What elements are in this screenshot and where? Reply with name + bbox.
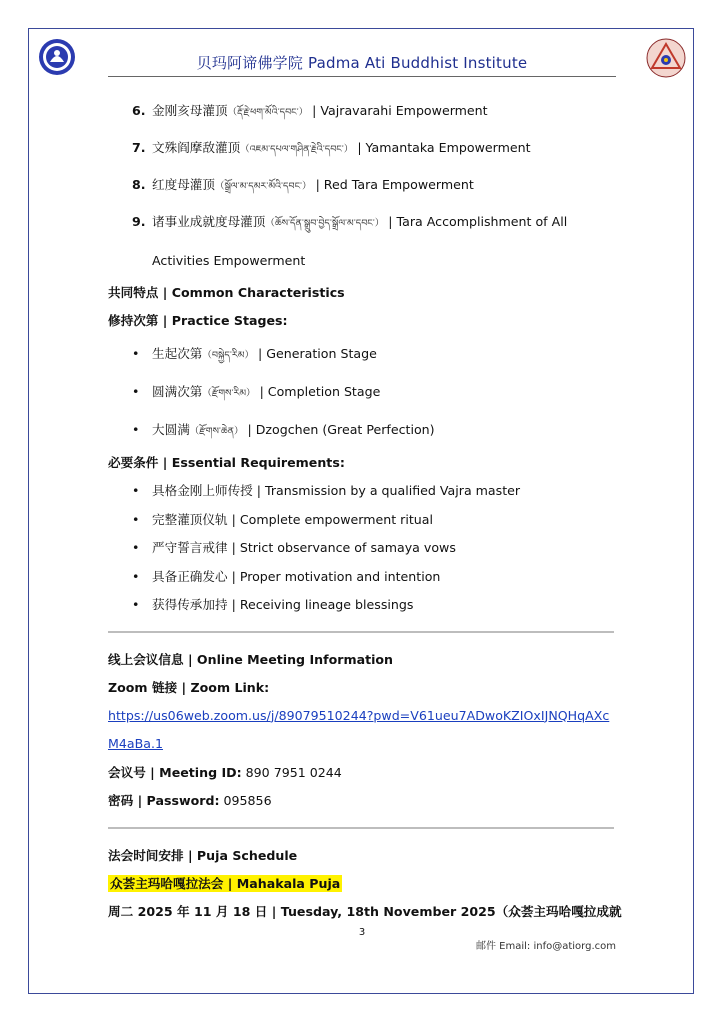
puja-name-highlight: 众荟主玛哈嘎拉法会 | Mahakala Puja xyxy=(110,875,341,891)
item-english: | Completion Stage xyxy=(259,384,381,399)
item-tibetan: （ཆོས་དོན་སྒྲུབ་བྱེད་སྒྲོལ་མ་དབང་） xyxy=(265,218,385,229)
list-item xyxy=(108,373,618,411)
page-number: 3 xyxy=(358,927,366,938)
meeting-id-label-en: | Meeting ID: xyxy=(150,764,242,780)
item-tibetan: （རྫོགས་རིམ） xyxy=(202,388,256,399)
item-english: | Receiving lineage blessings xyxy=(231,597,414,612)
item-number: 7. xyxy=(132,140,146,155)
section-title-cn: 共同特点 xyxy=(108,285,159,300)
section-divider xyxy=(108,631,614,633)
item-english: | Proper motivation and intention xyxy=(231,568,441,584)
section-title-cn: 线上会议信息 xyxy=(108,651,184,667)
empowerment-item xyxy=(108,203,618,279)
item-tibetan: （བསྐྱེད་རིམ） xyxy=(202,350,254,361)
zoom-link-label xyxy=(108,674,618,702)
list-item xyxy=(108,563,618,592)
section-title-cn: 法会时间安排 xyxy=(108,847,184,863)
section-title-en: | Common Characteristics xyxy=(162,285,345,300)
section-title-cn: 必要条件 xyxy=(108,455,159,470)
zoom-label-cn: Zoom 链接 xyxy=(108,679,178,695)
item-number: 9. xyxy=(132,214,146,229)
item-chinese: 圆满次第 xyxy=(152,384,203,399)
header-title: 贝玛阿谛佛学院 Padma Ati Buddhist Institute xyxy=(196,54,528,72)
list-item xyxy=(108,506,618,535)
item-english-continued: Activities Empowerment xyxy=(152,253,306,268)
item-chinese: 大圆满 xyxy=(152,422,190,437)
password-line xyxy=(108,787,618,816)
section-common-characteristics xyxy=(108,279,618,307)
list-item xyxy=(108,477,618,506)
puja-name-line xyxy=(108,870,618,899)
item-english: | Strict observance of samaya vows xyxy=(231,540,456,555)
item-number: 6. xyxy=(132,103,146,118)
bullet-icon: • xyxy=(132,540,140,555)
password-label-en: | Password: xyxy=(137,793,220,808)
bullet-icon: • xyxy=(132,422,140,437)
password-label-cn: 密码 xyxy=(108,793,134,808)
item-tibetan: （འཇམ་དཔལ་གཤིན་རྗེའི་དབང་） xyxy=(240,144,354,155)
item-english: | Yamantaka Empowerment xyxy=(357,140,531,155)
list-item xyxy=(108,534,618,563)
item-tibetan: （རྡོ་རྗེ་ཕག་མོའི་དབང་） xyxy=(227,107,309,118)
bullet-icon: • xyxy=(132,483,140,498)
bullet-icon: • xyxy=(132,346,140,361)
section-title-cn: 修持次第 xyxy=(108,313,159,328)
list-item xyxy=(108,411,618,449)
item-chinese: 生起次第 xyxy=(152,346,203,361)
section-essential-requirements xyxy=(108,449,618,477)
item-tibetan: （རྫོགས་ཆེན） xyxy=(189,426,244,437)
item-english: | Transmission by a qualified Vajra master xyxy=(256,483,521,498)
empowerment-item xyxy=(108,129,618,166)
section-title-en: | Puja Schedule xyxy=(187,847,298,863)
item-chinese: 文殊阎摩敌灌顶 xyxy=(152,140,241,155)
item-chinese: 金刚亥母灌顶 xyxy=(152,103,228,118)
page-content xyxy=(108,92,622,927)
item-number: 8. xyxy=(132,177,146,192)
bullet-icon: • xyxy=(132,597,140,612)
item-chinese: 严守誓言戒律 xyxy=(152,540,228,555)
section-title-en: | Online Meeting Information xyxy=(187,651,394,667)
item-chinese: 具格金刚上师传授 xyxy=(152,483,253,498)
item-chinese: 完整灌顶仪轨 xyxy=(152,511,228,527)
zoom-link[interactable]: https://us06web.zoom.us/j/89079510244?pwd=V61ueu7ADwoKZIOxIJNQHqAXcM4aBa.1 xyxy=(108,707,610,751)
section-online-meeting xyxy=(108,646,618,674)
header-divider xyxy=(108,76,616,77)
item-chinese: 获得传承加持 xyxy=(152,597,228,612)
section-title-en: | Practice Stages: xyxy=(162,313,288,328)
zoom-label-en: | Zoom Link: xyxy=(181,679,270,695)
password-value: 095856 xyxy=(219,793,272,808)
item-english: | Tara Accomplishment of All xyxy=(388,214,568,229)
footer-email: 邮件 Email: info@atiorg.com xyxy=(476,941,616,952)
item-english: | Generation Stage xyxy=(257,346,377,361)
item-english: | Dzogchen (Great Perfection) xyxy=(247,422,435,437)
empowerment-item xyxy=(108,166,618,203)
bullet-icon: • xyxy=(132,384,140,399)
section-divider xyxy=(108,827,614,829)
list-item xyxy=(108,591,618,620)
item-english: | Red Tara Empowerment xyxy=(315,177,474,192)
bullet-icon: • xyxy=(132,511,140,527)
item-chinese: 具备正确发心 xyxy=(152,568,228,584)
item-english: | Vajravarahi Empowerment xyxy=(312,103,488,118)
bullet-icon: • xyxy=(132,568,140,584)
list-item xyxy=(108,335,618,373)
item-english: | Complete empowerment ritual xyxy=(231,511,433,527)
section-puja-schedule xyxy=(108,842,618,870)
meeting-id-line xyxy=(108,759,618,788)
item-chinese: 红度母灌顶 xyxy=(152,177,215,192)
section-title-en: | Essential Requirements: xyxy=(162,455,345,470)
item-tibetan: （སྒྲོལ་མ་དམར་མོའི་དབང་） xyxy=(214,181,312,192)
meeting-id-label-cn: 会议号 xyxy=(108,764,146,780)
section-practice-stages xyxy=(108,307,618,335)
puja-date-line: 周二 2025 年 11 月 18 日 | Tuesday, 18th November 2025（众荟主玛哈嘎拉成就 xyxy=(108,904,622,919)
item-chinese: 诸事业成就度母灌顶 xyxy=(152,214,266,229)
meeting-id-value: 890 7951 0244 xyxy=(241,764,342,780)
empowerment-item xyxy=(108,92,618,129)
